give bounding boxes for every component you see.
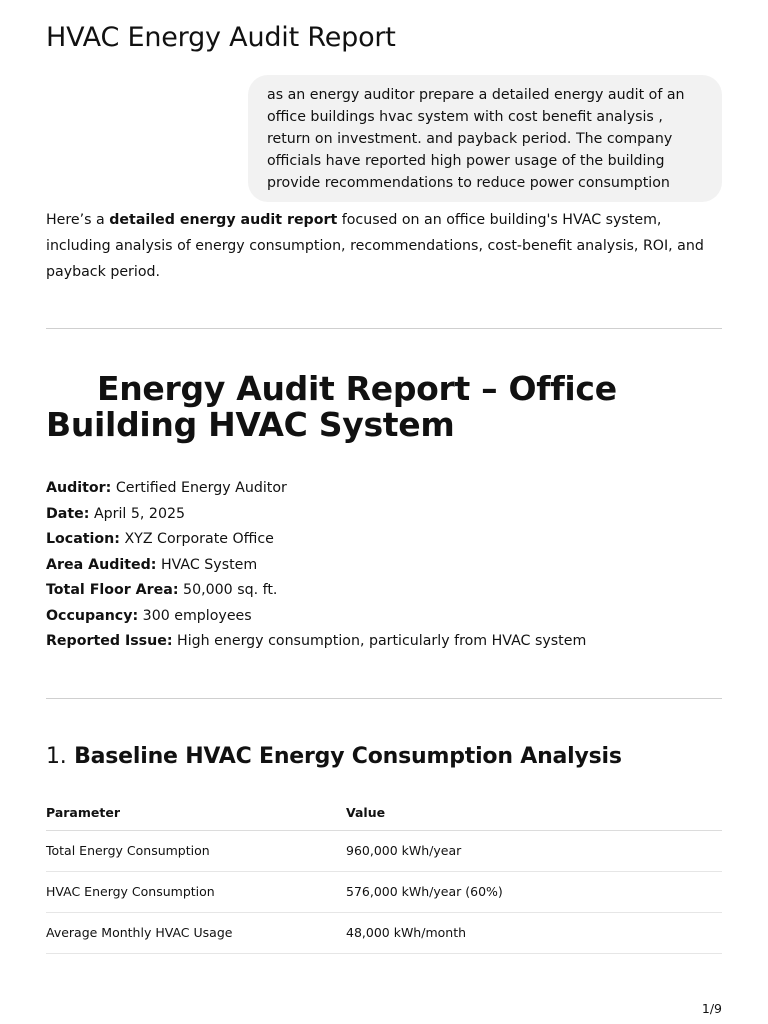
table-cell-value: 48,000 kWh/month bbox=[346, 912, 722, 953]
table-cell-value: 960,000 kWh/year bbox=[346, 830, 722, 871]
meta-value: HVAC System bbox=[156, 556, 258, 573]
meta-label: Date: bbox=[46, 505, 90, 522]
meta-label: Occupancy: bbox=[46, 607, 139, 624]
meta-floor-area bbox=[46, 578, 722, 604]
divider-2 bbox=[46, 698, 722, 699]
meta-date bbox=[46, 502, 722, 528]
meta-label: Area Audited: bbox=[46, 556, 157, 573]
meta-label: Total Floor Area: bbox=[46, 582, 179, 598]
report-title-text: Energy Audit Report – Office Building HVAC System bbox=[46, 369, 617, 444]
user-prompt-bubble: as an energy auditor prepare a detailed energy audit of an office buildings hvac system with cost benefit analysis , return on investment. and payback period. The company officials have reported high power usage of the building provide recommendations to reduce power consumption bbox=[248, 75, 722, 202]
meta-reported-issue bbox=[46, 629, 722, 655]
table-row bbox=[46, 871, 722, 912]
meta-value: XYZ Corporate Office bbox=[119, 531, 274, 547]
table-cell-parameter: Average Monthly HVAC Usage bbox=[46, 912, 346, 953]
page-number: 1/9 bbox=[701, 1001, 722, 1016]
user-prompt-row bbox=[46, 75, 722, 202]
meta-label: Location: bbox=[46, 531, 120, 547]
report-metadata-list bbox=[46, 476, 722, 655]
section-title: Baseline HVAC Energy Consumption Analysis bbox=[74, 743, 622, 769]
section-1-heading bbox=[46, 742, 722, 772]
divider-1 bbox=[46, 328, 722, 329]
meta-area-audited bbox=[46, 553, 722, 579]
meta-value: High energy consumption, particularly from HVAC system bbox=[172, 633, 587, 649]
report-title bbox=[46, 371, 722, 443]
table-header-parameter: Parameter bbox=[46, 795, 346, 831]
table-cell-parameter: HVAC Energy Consumption bbox=[46, 871, 346, 912]
meta-value: 50,000 sq. ft. bbox=[178, 582, 278, 598]
baseline-consumption-table bbox=[46, 795, 722, 954]
meta-location bbox=[46, 527, 722, 553]
meta-label: Auditor: bbox=[46, 480, 112, 496]
table-row bbox=[46, 912, 722, 953]
meta-auditor bbox=[46, 476, 722, 502]
document-title: HVAC Energy Audit Report bbox=[46, 22, 396, 53]
table-row bbox=[46, 830, 722, 871]
intro-paragraph bbox=[46, 207, 722, 285]
meta-value: Certified Energy Auditor bbox=[111, 480, 287, 496]
intro-bold-phrase: detailed energy audit report bbox=[109, 212, 338, 228]
meta-value: 300 employees bbox=[138, 607, 252, 624]
intro-suffix: focused on an office building's HVAC system, including analysis of energy consumption, recommendations, cost-benefit analysis, ROI, and payback period. bbox=[46, 212, 704, 280]
intro-prefix: Here’s a bbox=[46, 212, 110, 228]
section-number: 1. bbox=[46, 743, 67, 769]
table-cell-parameter: Total Energy Consumption bbox=[46, 830, 346, 871]
table-header-row bbox=[46, 795, 722, 831]
table-header-value: Value bbox=[346, 795, 722, 831]
meta-value: April 5, 2025 bbox=[89, 505, 186, 522]
meta-label: Reported Issue: bbox=[46, 633, 173, 649]
meta-occupancy bbox=[46, 604, 722, 630]
table-cell-value: 576,000 kWh/year (60%) bbox=[346, 871, 722, 912]
